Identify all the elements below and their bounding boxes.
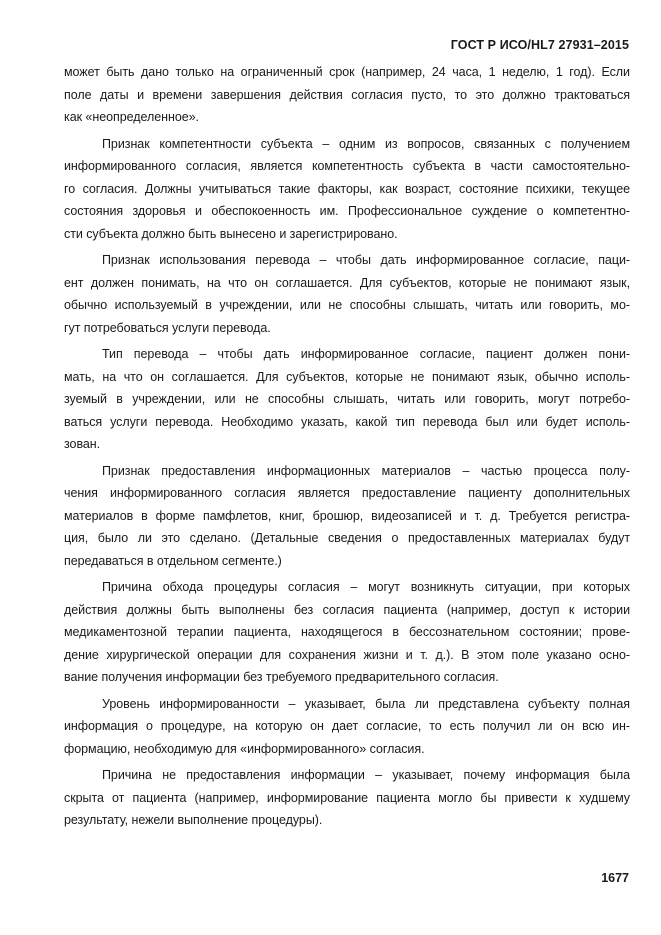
text-line: информированного согласия, является компетентность субъекта в части самостоятельно- bbox=[64, 159, 630, 173]
paragraph bbox=[64, 576, 630, 689]
text-line: чения информированного согласия является предоставление пациенту дополнительных bbox=[64, 486, 630, 500]
text-line: действия должны быть выполнены без согласия пациента (например, доступ к истории bbox=[64, 602, 630, 617]
text-line: Причина не предоставления информации – указывает, почему информация была bbox=[102, 768, 630, 782]
paragraph bbox=[64, 61, 630, 129]
text-line: может быть дано только на ограниченный срок (например, 24 часа, 1 неделю, 1 год). Если bbox=[64, 65, 630, 79]
text-line: как «неопределенное». bbox=[64, 110, 199, 124]
text-line: скрыта от пациента (например, информирование пациента могло бы привести к худшему bbox=[64, 790, 630, 805]
text-line: обычно используемый в учреждении, или не способны слышать, читать или говорить, мо- bbox=[64, 298, 630, 312]
text-line: го согласия. Должны учитываться такие факторы, как возраст, состояние психики, текущее bbox=[64, 181, 630, 196]
text-line: мать, на что он соглашается. Для субъектов, которые не понимают язык, обычно исполь- bbox=[64, 369, 630, 384]
paragraph bbox=[64, 693, 630, 761]
text-line: сти субъекта должно быть вынесено и зарегистрировано. bbox=[64, 226, 398, 241]
text-line: состояния здоровья и обеспокоенность им. Профессиональное суждение о компетентно- bbox=[64, 204, 630, 218]
text-line: Тип перевода – чтобы дать информированное согласие, пациент должен пони- bbox=[102, 347, 630, 361]
text-line: ваться услуги перевода. Необходимо указать, какой тип перевода был или будет исполь- bbox=[64, 414, 630, 429]
text-line: зован. bbox=[64, 437, 101, 451]
text-line: дение хирургической операции для сохранения жизни и т. д.). В этом поле указано осно- bbox=[64, 647, 630, 662]
paragraph bbox=[64, 764, 630, 832]
text-line: медикаментозной терапии пациента, находящегося в бессознательном состоянии; прове- bbox=[64, 625, 630, 639]
text-line: Признак компетентности субъекта – одним из вопросов, связанных с получением bbox=[102, 136, 630, 151]
text-line: зуемый в учреждении, или не способны слышать, читать или говорить, могут потребо- bbox=[64, 392, 630, 406]
text-line: результату, нежели выполнение процедуры). bbox=[64, 813, 323, 827]
text-line: формацию, необходимую для «информированного» согласия. bbox=[64, 741, 425, 756]
paragraph bbox=[64, 249, 630, 339]
document-header: ГОСТ Р ИСО/HL7 27931–2015 bbox=[450, 38, 629, 52]
text-line: Причина обхода процедуры согласия – могут возникнуть ситуации, при которых bbox=[102, 580, 630, 594]
text-line: ент должен понимать, на что он соглашается. Для субъектов, которые не понимают язык, bbox=[64, 275, 630, 290]
text-line: материалов в форме памфлетов, книг, брошюр, видеозаписей и т. д. Требуется регистра- bbox=[64, 508, 630, 523]
text-line: поле даты и времени завершения действия согласия пусто, то это должно трактоваться bbox=[64, 87, 630, 102]
text-line: Признак использования перевода – чтобы дать информированное согласие, паци- bbox=[102, 253, 630, 267]
page-number: 1677 bbox=[601, 871, 629, 885]
text-line: ция, было ли это сделано. (Детальные сведения о предоставленных материалах будут bbox=[64, 531, 630, 545]
text-line: Уровень информированности – указывает, была ли представлена субъекту полная bbox=[102, 696, 630, 711]
paragraph bbox=[64, 460, 630, 573]
paragraph bbox=[64, 343, 630, 456]
document-body bbox=[64, 61, 630, 836]
paragraph bbox=[64, 133, 630, 246]
text-line: вание получения информации без требуемого предварительного согласия. bbox=[64, 670, 499, 684]
text-line: информация о процедуре, на которую он дает согласие, то есть получил ли он всю ин- bbox=[64, 719, 630, 733]
text-line: передаваться в отдельном сегменте.) bbox=[64, 553, 282, 568]
text-line: гут потребоваться услуги перевода. bbox=[64, 320, 271, 335]
text-line: Признак предоставления информационных материалов – частью процесса полу- bbox=[102, 463, 630, 478]
